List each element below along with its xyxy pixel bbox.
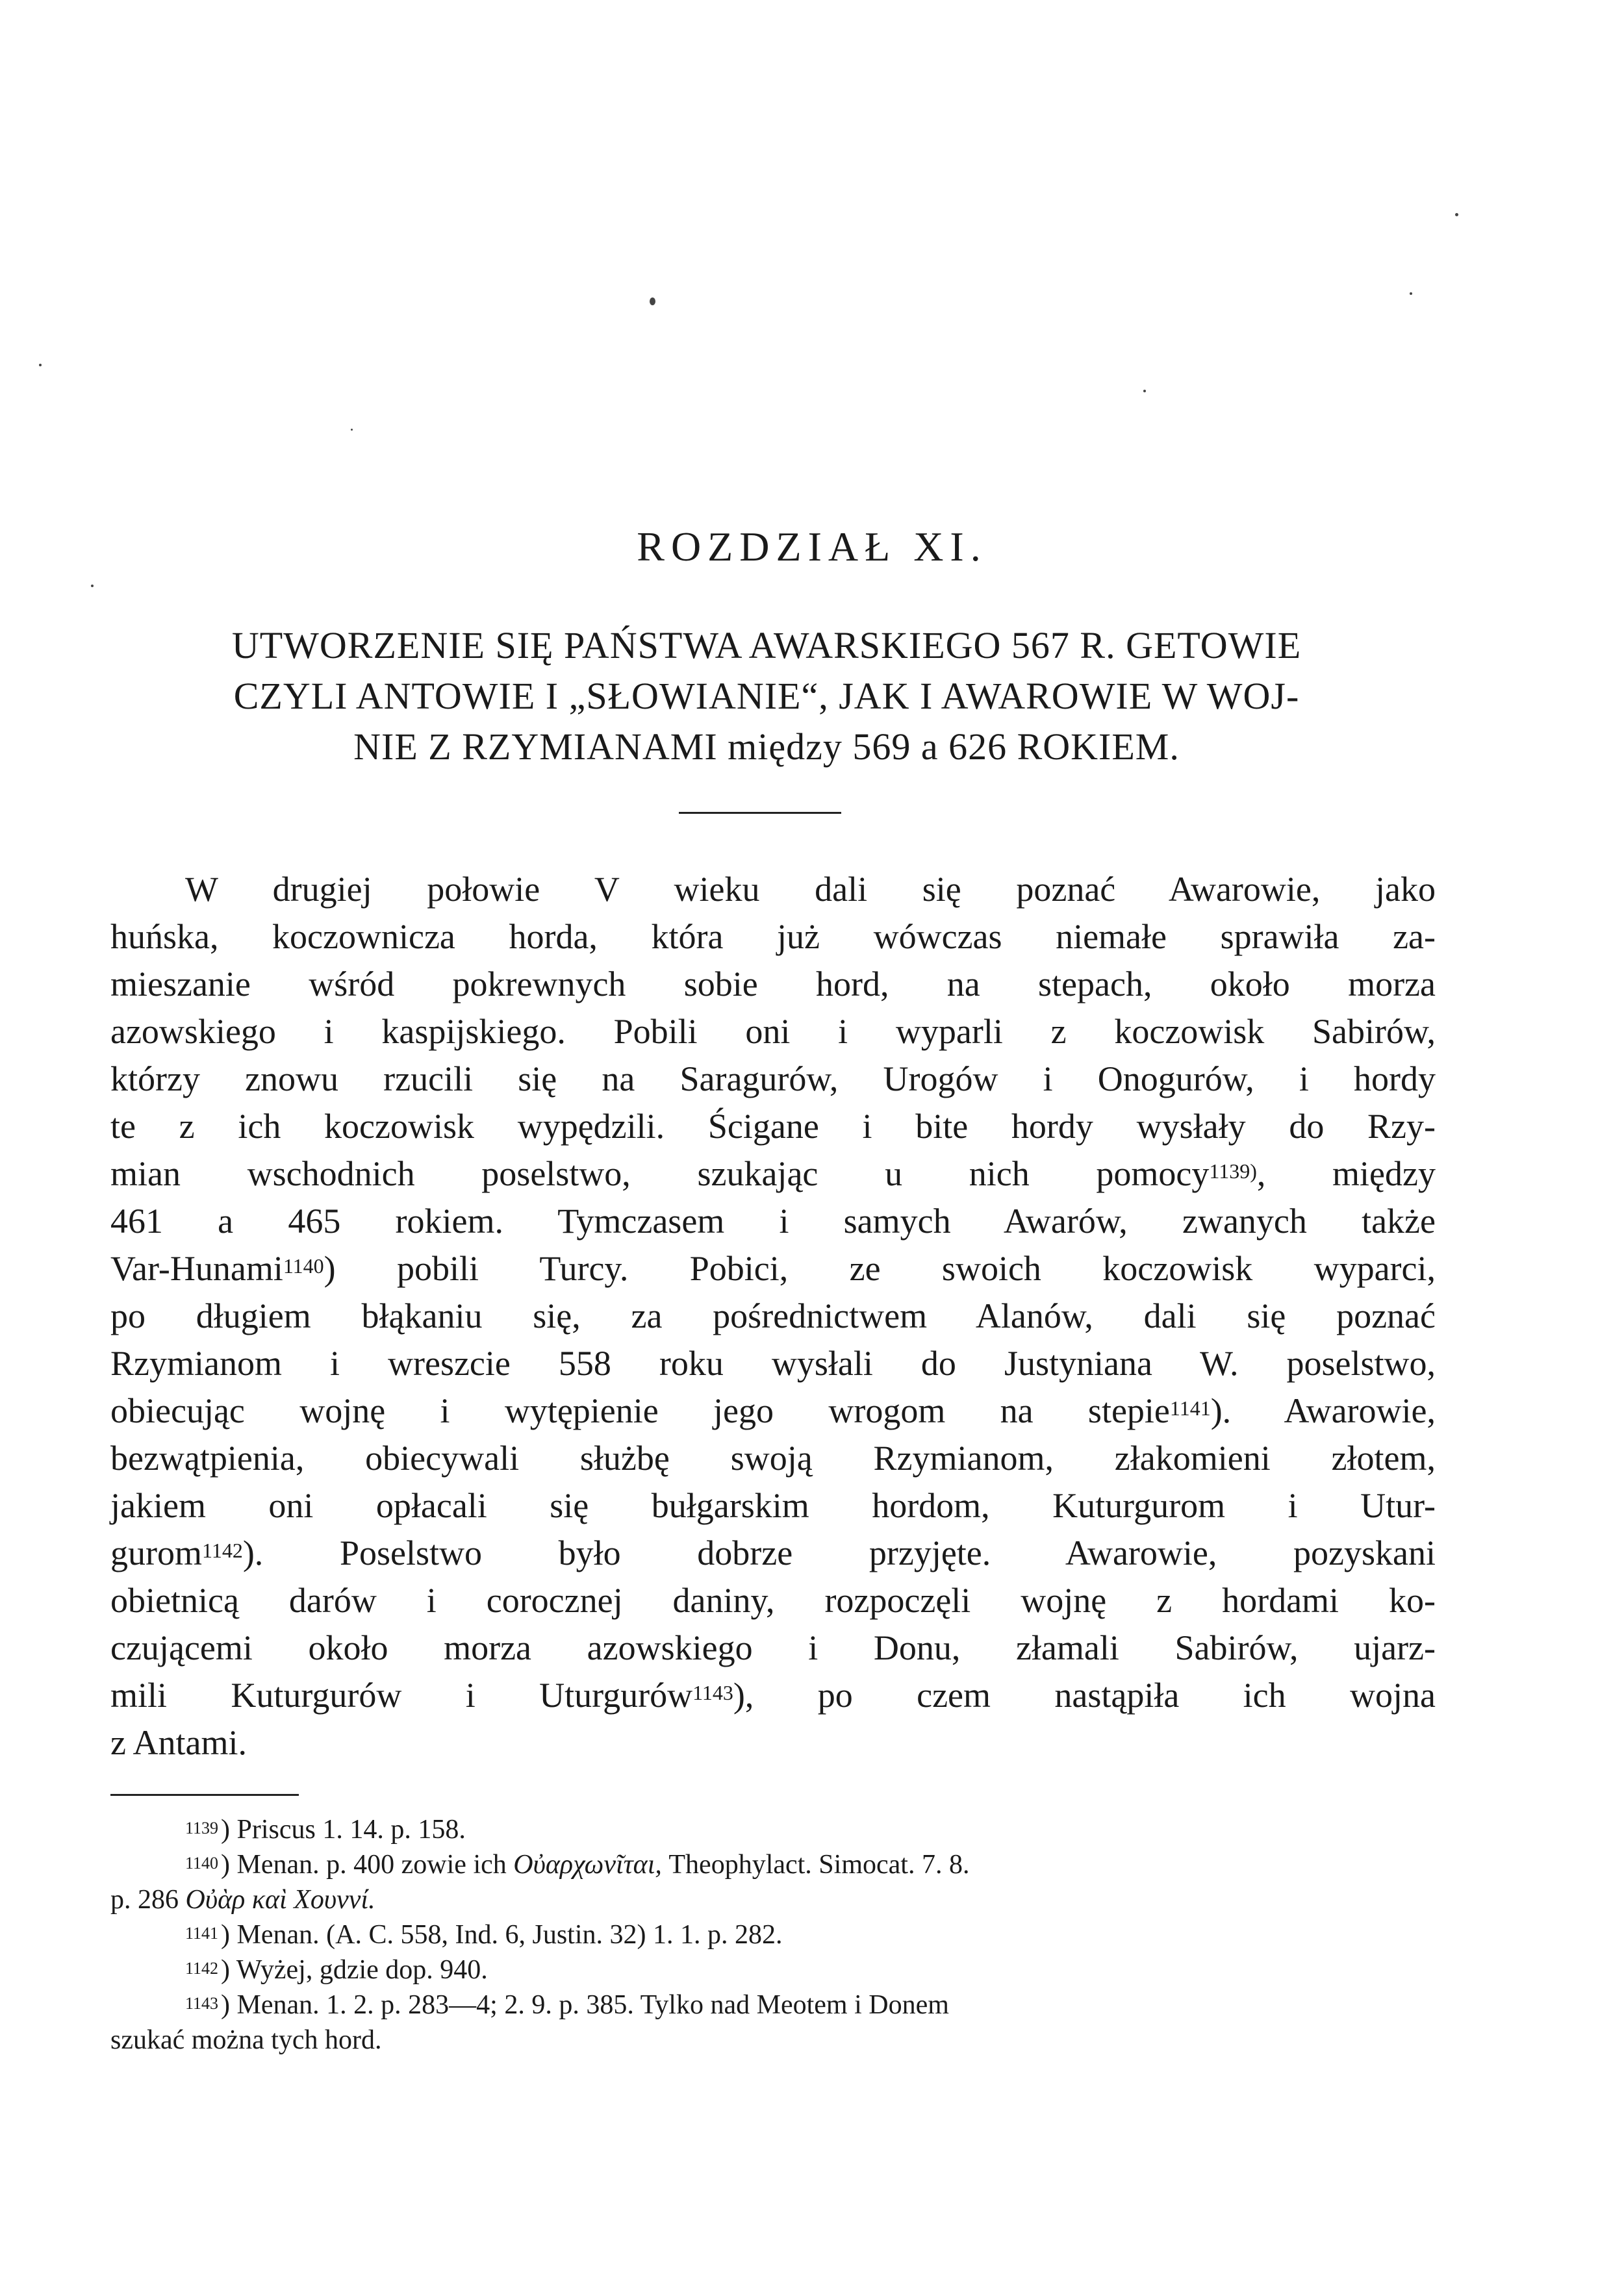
footnote-number: 1141: [185, 1924, 219, 1943]
text-line: [110, 1530, 1436, 1577]
footnote-number: 1142: [185, 1959, 219, 1978]
text-line: azowskiego i kaspijskiego. Pobili oni i wyparli z koczowisk Sabirów,: [110, 1012, 1436, 1051]
text-run: mili Kuturgurów i Uturgurów: [110, 1676, 693, 1715]
footnote-text: ) Menan. p. 400 zowie ich: [221, 1850, 514, 1880]
footnote-ref: 1142: [202, 1539, 243, 1562]
subtitle-line: CZYLI ANTOWIE I „SŁOWIANIE“, JAK I AWAROWIE W WOJ-: [233, 675, 1300, 717]
footnote-1140: [110, 1847, 1436, 1882]
text-line: po długiem błąkaniu się, za pośrednictwem Alanów, dali się poznać: [110, 1296, 1436, 1335]
text-line: mieszanie wśród pokrewnych sobie hord, na stepach, około morza: [110, 965, 1436, 1003]
footnote-divider: [110, 1794, 299, 1796]
text-line: te z ich koczowisk wypędzili. Ścigane i bite hordy wysłały do Rzy-: [110, 1107, 1436, 1146]
body-paragraph: [110, 866, 1436, 1767]
text-run: ), po czem nastąpiła ich wojna: [733, 1676, 1436, 1715]
text-run: , między: [1256, 1154, 1436, 1193]
chapter-title: ROZDZIAŁ XI.: [637, 524, 987, 570]
text-line: którzy znowu rzucili się na Saragurów, Urogów i Onogurów, i hordy: [110, 1059, 1436, 1098]
text-line: [110, 1672, 1436, 1719]
footnote-text: ) Wyżej, gdzie dop. 940.: [221, 1955, 488, 1985]
footnotes: [110, 1812, 1436, 2058]
footnote-1139: [110, 1812, 1436, 1847]
footnote-number: 1139: [185, 1819, 219, 1837]
text-line: bezwątpienia, obiecywali służbę swoją Rzymianom, złakomieni złotem,: [110, 1439, 1436, 1478]
footnote-continuation: [110, 1882, 1436, 1917]
text-line: [110, 1387, 1436, 1435]
text-line: W drugiej połowie V wieku dali się poznać Awarowie, jako: [185, 870, 1436, 909]
footnote-text: ) Priscus 1. 14. p. 158.: [221, 1815, 466, 1845]
text-line: huńska, koczownicza horda, która już wówczas niemałe sprawiła za-: [110, 917, 1436, 956]
text-line: [110, 1150, 1436, 1198]
text-line: obietnicą darów i corocznej daniny, rozpoczęli wojnę z hordami ko-: [110, 1581, 1436, 1620]
footnote-ref: 1139): [1209, 1159, 1257, 1183]
footnote-ref: 1143: [692, 1681, 733, 1704]
subtitle-line: NIE Z RZYMIANAMI między 569 a 626 ROKIEM.: [353, 725, 1180, 768]
chapter-subtitle: [110, 620, 1423, 772]
footnote-1141: [110, 1917, 1436, 1952]
text-line: 461 a 465 rokiem. Tymczasem i samych Awarów, zwanych także: [110, 1202, 1436, 1241]
footnote-text: ) Menan. 1. 2. p. 283—4; 2. 9. p. 385. Tylko nad Meotem i Donem: [221, 1990, 949, 2020]
footnote-text: ) Menan. (A. C. 558, Ind. 6, Justin. 32) 1. 1. p. 282.: [221, 1920, 783, 1950]
text-run: ) pobili Turcy. Pobici, ze swoich koczowisk wyparci,: [324, 1249, 1436, 1288]
footnote-number: 1143: [185, 1994, 219, 2013]
text-run: gurom: [110, 1533, 202, 1572]
text-run: ). Awarowie,: [1210, 1391, 1436, 1430]
subtitle-line: UTWORZENIE SIĘ PAŃSTWA AWARSKIEGO 567 R. GETOWIE: [231, 624, 1302, 666]
footnote-1143: [110, 1987, 1436, 2023]
footnote-number: 1140: [185, 1854, 219, 1873]
text-run: mian wschodnich poselstwo, szukając u nich pomocy: [110, 1154, 1210, 1193]
footnote-continuation: szukać można tych hord.: [110, 2025, 382, 2055]
text-line: Rzymianom i wreszcie 558 roku wysłali do Justyniana W. poselstwo,: [110, 1344, 1436, 1383]
text-line: jakiem oni opłacali się bułgarskim hordom, Kuturgurom i Utur-: [110, 1486, 1436, 1525]
title-divider: [679, 812, 841, 814]
greek-text: Οὐὰρ καὶ Χουννί.: [185, 1885, 375, 1915]
text-run: obiecując wojnę i wytępienie jego wrogom na stepie: [110, 1391, 1170, 1430]
text-line: [110, 1245, 1436, 1293]
greek-text: Οὐαρχωνῖται,: [513, 1850, 662, 1880]
text-run: ). Poselstwo było dobrze przyjęte. Awarowie, pozyskani: [242, 1533, 1436, 1572]
footnote-1142: [110, 1952, 1436, 1987]
footnote-text: Theophylact. Simocat. 7. 8.: [661, 1850, 970, 1880]
text-line: czującemi około morza azowskiego i Donu, złamali Sabirów, ujarz-: [110, 1628, 1436, 1667]
footnote-text: p. 286: [110, 1885, 186, 1915]
footnote-ref: 1140: [283, 1254, 324, 1278]
text-run: Var-Hunami: [110, 1249, 283, 1288]
footnote-ref: 1141: [1169, 1396, 1211, 1420]
text-line: z Antami.: [110, 1723, 247, 1762]
